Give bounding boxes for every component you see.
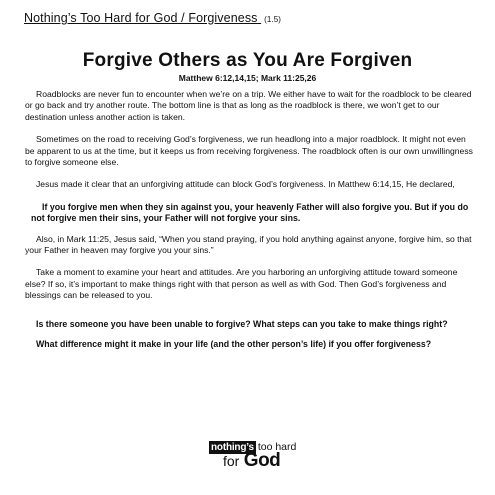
- paragraph: Also, in Mark 11:25, Jesus said, “When you stand praying, if you hold anything against anyone, forgive him, so that your Father in heaven may forgive you your sins.”: [25, 233, 472, 256]
- paragraph: Jesus made it clear that an unforgiving attitude can block God’s forgiveness. In Matthew 6:14,15, He declared,: [36, 179, 455, 190]
- page-title: Forgive Others as You Are Forgiven: [82, 50, 413, 71]
- series-header: [24, 11, 281, 25]
- logo-for: for: [223, 453, 240, 469]
- paragraph: Roadblocks are never fun to encounter when we’re on a trip. We either have to wait for the roadblock to be cleared or go back and try another route. The bottom line is that as long as the roadblock is there, we won’t get to our destination unless another action is taken.: [25, 89, 472, 122]
- scripture-reference: Matthew 6:12,14,15; Mark 11:25,26: [178, 73, 317, 83]
- logo-god: God: [243, 450, 281, 471]
- lesson-number: (1.5): [264, 15, 282, 24]
- reflection-question: What difference might it make in your life (and the other person’s life) if you offer forgiveness?: [36, 339, 432, 350]
- paragraph: Take a moment to examine your heart and attitudes. Are you harboring an unforgiving attitude toward someone else? If so, it’s important to make things right with that person as well as with God. Then God’s forgiveness and blessings can be released to you.: [25, 267, 458, 301]
- reflection-question: Is there someone you have been unable to forgive? What steps can you take to make things right?: [36, 318, 448, 329]
- logo-nothings: nothing’s: [211, 442, 254, 453]
- body-text: [25, 89, 473, 360]
- series-title: Nothing’s Too Hard for God / Forgiveness: [24, 11, 258, 25]
- logo-too-hard: too hard: [257, 441, 297, 453]
- brand-logo: [209, 437, 301, 471]
- scripture-quote: If you forgive men when they sin against you, your heavenly Father will also forgive you. But if you do not forgive men their sins, your Father will not forgive your sins.: [31, 201, 469, 224]
- paragraph: Sometimes on the road to receiving God’s forgiveness, we run headlong into a major roadblock. It might not even be apparent to us at the time, but it keeps us from receiving forgiveness. The roadblock often is our own unwillingness to forgive someone else.: [25, 134, 473, 168]
